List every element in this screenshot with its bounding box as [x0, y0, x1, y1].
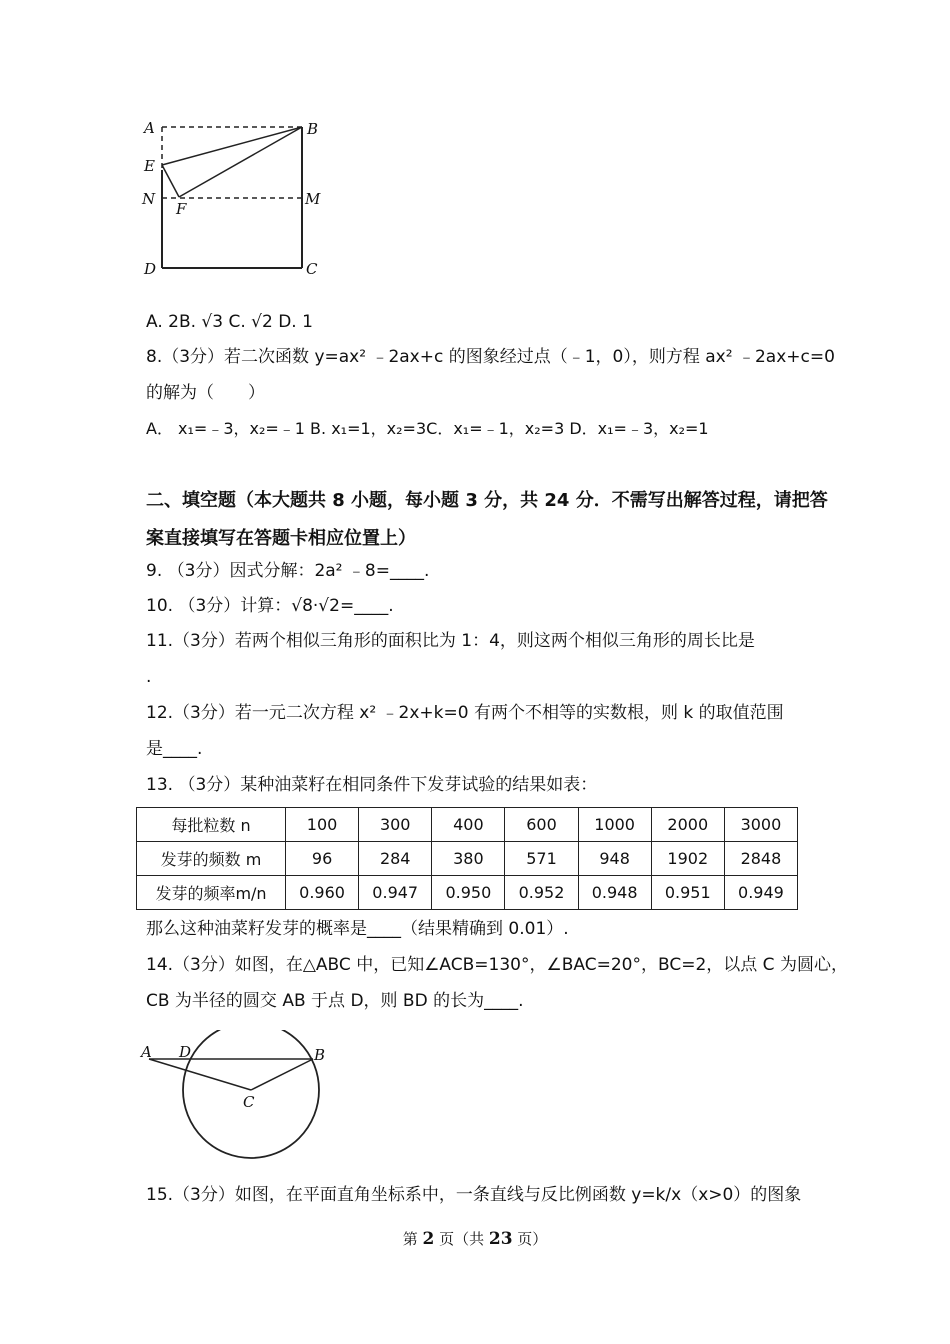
q13-after: 那么这种油菜籽发芽的概率是____（结果精确到 0.01）.	[146, 919, 569, 939]
table-cell: 发芽的频数 m	[137, 842, 286, 876]
q8-options: A． x₁=﹣3，x₂=﹣1 B. x₁=1，x₂=3C．x₁=﹣1，x₂=3 D．x₁=﹣3，x₂=1	[146, 419, 709, 438]
q11-line2: .	[146, 667, 152, 687]
label-F: F	[176, 200, 187, 218]
page-number: 2	[422, 1229, 435, 1249]
table-cell: 每批粒数 n	[137, 808, 286, 842]
table-cell: 发芽的频率m/n	[137, 876, 286, 910]
label-B: B	[307, 120, 319, 138]
germination-table	[136, 807, 798, 910]
table-cell: 2848	[724, 842, 797, 876]
q7-options: A. 2B. √3 C. √2 D. 1	[146, 312, 313, 332]
table-row	[137, 876, 798, 910]
page-footer: 第 2 页（共 23 页）	[402, 1229, 548, 1249]
q8-line2: 的解为（ ）	[146, 383, 265, 403]
label-D: D	[144, 260, 157, 278]
table-cell: 0.950	[432, 876, 505, 910]
table-cell: 380	[432, 842, 505, 876]
table-cell: 2000	[651, 808, 724, 842]
q14-line1: 14.（3分）如图，在△ABC 中，已知∠ACB=130°，∠BAC=20°，BC=2，以点 C 为圆心，	[146, 955, 848, 975]
q8-line1: 8.（3分）若二次函数 y=ax² ﹣2ax+c 的图象经过点（﹣1，0），则方程 ax² ﹣2ax+c=0	[146, 347, 835, 367]
section2-heading-line1: 二、填空题（本大题共 8 小题，每小题 3 分，共 24 分．不需写出解答过程，请把答	[146, 490, 828, 511]
page-total: 23	[488, 1229, 513, 1249]
table-cell: 0.960	[286, 876, 359, 910]
table-cell: 1902	[651, 842, 724, 876]
table-cell: 300	[359, 808, 432, 842]
label-B: B	[314, 1046, 326, 1064]
q9: 9. （3分）因式分解：2a² ﹣8=____.	[146, 561, 430, 581]
table-cell: 400	[432, 808, 505, 842]
table-cell: 0.951	[651, 876, 724, 910]
q10: 10. （3分）计算：√8·√2=____.	[146, 596, 394, 616]
table-cell: 948	[578, 842, 651, 876]
q12-line1: 12.（3分）若一元二次方程 x² ﹣2x+k=0 有两个不相等的实数根，则 k 的取值范围	[146, 703, 784, 723]
q14-line2: CB 为半径的圆交 AB 于点 D，则 BD 的长为____.	[146, 991, 524, 1011]
table-cell: 0.952	[505, 876, 578, 910]
label-A: A	[141, 1043, 152, 1061]
table-cell: 100	[286, 808, 359, 842]
table-cell: 600	[505, 808, 578, 842]
label-C: C	[306, 260, 318, 278]
table-cell: 0.948	[578, 876, 651, 910]
q13: 13. （3分）某种油菜籽在相同条件下发芽试验的结果如表：	[146, 775, 598, 795]
table-cell: 1000	[578, 808, 651, 842]
q11-line1: 11.（3分）若两个相似三角形的面积比为 1：4，则这两个相似三角形的周长比是	[146, 631, 755, 651]
label-C: C	[243, 1093, 255, 1111]
label-E: E	[144, 157, 155, 175]
rectangle-fold-figure	[130, 110, 340, 285]
table-cell: 284	[359, 842, 432, 876]
section2-heading-line2: 案直接填写在答题卡相应位置上）	[146, 528, 416, 549]
table-row	[137, 842, 798, 876]
table-row	[137, 808, 798, 842]
table-cell: 3000	[724, 808, 797, 842]
circle-triangle-figure	[135, 1030, 345, 1170]
table-cell: 571	[505, 842, 578, 876]
q12-line2: 是____.	[146, 739, 203, 759]
label-A: A	[144, 119, 155, 137]
table-cell: 0.949	[724, 876, 797, 910]
q15: 15.（3分）如图，在平面直角坐标系中，一条直线与反比例函数 y=k/x（x>0）的图象	[146, 1185, 802, 1205]
label-M: M	[305, 190, 321, 208]
table-cell: 0.947	[359, 876, 432, 910]
label-N: N	[142, 190, 156, 208]
table-cell: 96	[286, 842, 359, 876]
label-D: D	[179, 1043, 192, 1061]
